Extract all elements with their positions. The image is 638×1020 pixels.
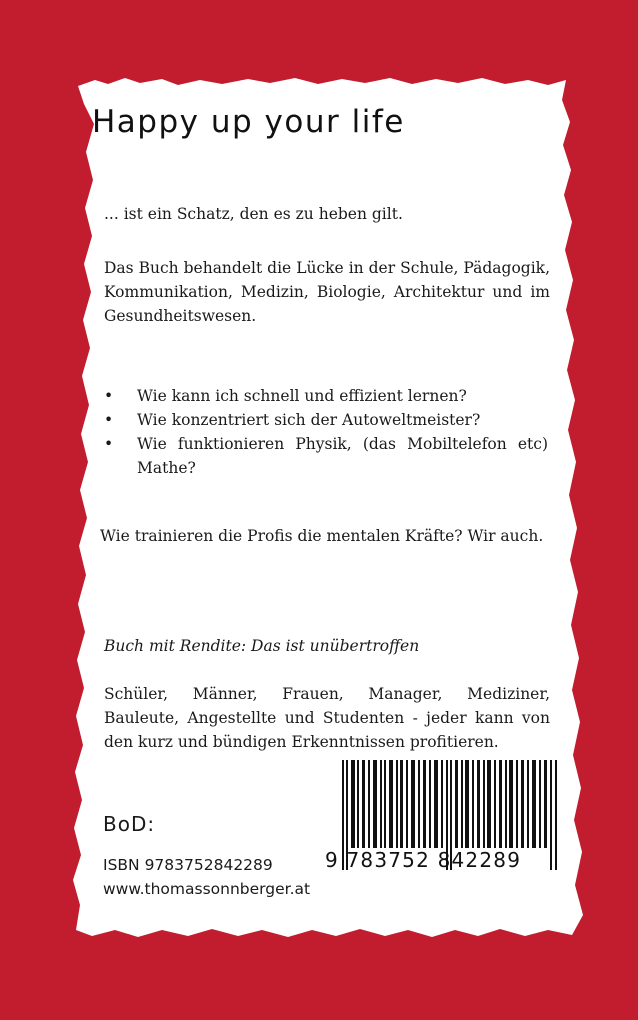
intro-text: ... ist ein Schatz, den es zu heben gilt. [104, 205, 403, 223]
profis-text: Wie trainieren die Profis die mentalen Kräfte? Wir auch. [100, 527, 544, 545]
list-item: • Wie funktionieren Physik, (das Mobiltelefon etc) Mathe? [104, 432, 548, 480]
list-item: • Wie kann ich schnell und effizient lernen? [104, 384, 548, 408]
description-text: Das Buch behandelt die Lücke in der Schule, Pädagogik, Kommunikation, Medizin, Biologie, Architektur und im Gesundheitswesen. [104, 259, 550, 325]
list-item: • Wie konzentriert sich der Autoweltmeister? [104, 408, 548, 432]
book-title: Happy up your life [92, 104, 405, 140]
website-link: www.thomassonnberger.at [103, 880, 311, 898]
question-list [104, 384, 548, 480]
tagline: Buch mit Rendite: Das ist unübertroffen [104, 637, 420, 655]
barcode-digits: 9 783752 842289 [325, 848, 522, 872]
isbn-text: ISBN 9783752842289 [103, 856, 273, 874]
audience-text: Schüler, Männer, Frauen, Manager, Mediziner, Bauleute, Angestellte und Studenten - jeder kann von den kurz und bündigen Erkenntnissen profitieren. [104, 685, 550, 751]
publisher-label: BoD: [103, 812, 156, 836]
